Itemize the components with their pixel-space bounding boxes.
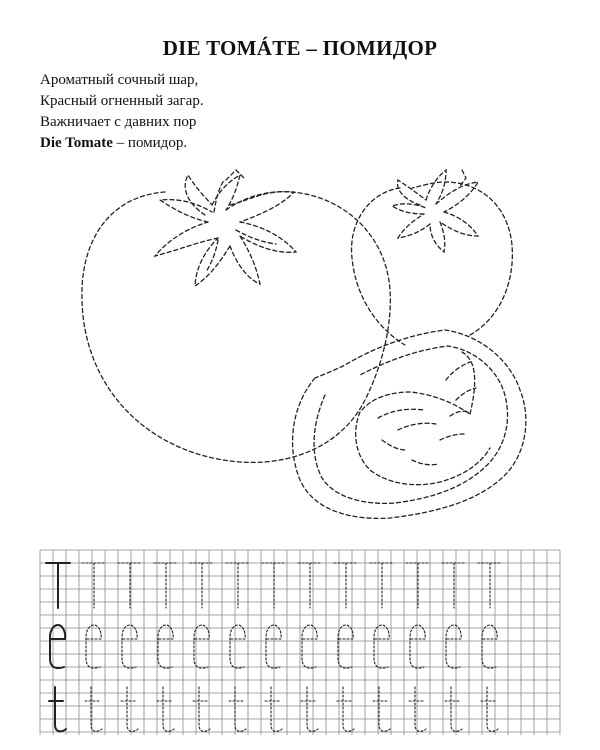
trace-letter-lowercase-e	[266, 625, 281, 668]
trace-letter-lowercase-e	[230, 625, 245, 668]
trace-letter-lowercase-e	[158, 625, 173, 668]
trace-letter-capital-t	[190, 563, 214, 608]
trace-letter-lowercase-t	[409, 687, 426, 731]
trace-letter-capital-t	[334, 563, 358, 608]
poem-line-1: Ароматный сочный шар,	[40, 72, 199, 88]
trace-letter-lowercase-t	[337, 687, 354, 731]
trace-letter-lowercase-e	[410, 625, 425, 668]
poem-line-3: Важничает с давних пор	[40, 114, 197, 130]
trace-letter-capital-t	[226, 563, 250, 608]
trace-letter-lowercase-e	[86, 625, 101, 668]
trace-letter-capital-t	[442, 563, 466, 608]
trace-letter-lowercase-t	[193, 687, 210, 731]
trace-letter-lowercase-t	[373, 687, 390, 731]
trace-letter-capital-t	[118, 563, 142, 608]
trace-letter-lowercase-t	[301, 687, 318, 731]
trace-letter-capital-t	[370, 563, 394, 608]
trace-letter-lowercase-t	[445, 687, 462, 731]
trace-letter-capital-t	[154, 563, 178, 608]
trace-letter-capital-t	[82, 563, 106, 608]
trace-letter-lowercase-e	[446, 625, 461, 668]
trace-letter-capital-t	[406, 563, 430, 608]
trace-letter-lowercase-t	[121, 687, 138, 731]
trace-letter-lowercase-t	[229, 687, 246, 731]
trace-letter-lowercase-t	[265, 687, 282, 731]
sample-letter-lowercase-t	[49, 687, 66, 731]
poem-german-word: Die Tomate	[40, 135, 113, 151]
trace-letter-lowercase-e	[122, 625, 137, 668]
trace-letter-lowercase-e	[338, 625, 353, 668]
poem-line-2: Красный огненный загар.	[40, 93, 204, 109]
page-title: DIE TOMÁTE – ПОМИДОР	[162, 36, 438, 60]
poem-translation: – помидор.	[112, 135, 188, 151]
sample-letter-lowercase-e	[50, 625, 65, 668]
trace-letter-lowercase-e	[374, 625, 389, 668]
trace-letter-lowercase-t	[481, 687, 498, 731]
trace-letter-lowercase-e	[302, 625, 317, 668]
trace-letter-capital-t	[298, 563, 322, 608]
trace-letter-lowercase-t	[85, 687, 102, 731]
trace-letter-lowercase-t	[157, 687, 174, 731]
